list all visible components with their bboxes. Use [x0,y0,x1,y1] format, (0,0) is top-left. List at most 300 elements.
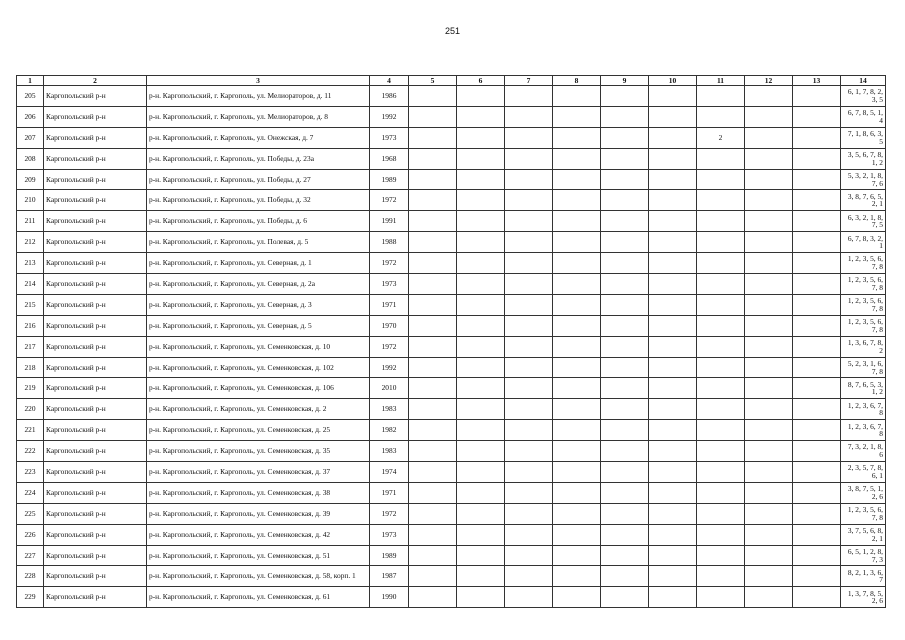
empty-cell [553,169,601,190]
empty-cell [745,566,793,587]
year-cell: 2010 [370,378,409,399]
empty-cell [649,106,697,127]
empty-cell [745,399,793,420]
table-row [17,315,886,336]
column-header: 9 [601,76,649,86]
column-header: 7 [505,76,553,86]
col11-cell [697,294,745,315]
empty-cell [649,211,697,232]
col11-cell [697,420,745,441]
district-cell: Каргопольский р-н [44,232,147,253]
empty-cell [745,106,793,127]
empty-cell [601,378,649,399]
empty-cell [505,336,553,357]
empty-cell [409,86,457,107]
empty-cell [505,274,553,295]
year-cell: 1992 [370,106,409,127]
empty-cell [457,378,505,399]
district-cell: Каргопольский р-н [44,190,147,211]
district-cell: Каргопольский р-н [44,462,147,483]
empty-cell [649,420,697,441]
address-cell: р-н. Каргопольский, г. Каргополь, ул. Северная, д. 3 [147,294,370,315]
empty-cell [601,587,649,608]
codes-cell: 6, 5, 1, 2, 8, 7, 3 [841,545,886,566]
empty-cell [457,232,505,253]
empty-cell [649,169,697,190]
empty-cell [745,441,793,462]
empty-cell [649,294,697,315]
empty-cell [793,274,841,295]
empty-cell [601,148,649,169]
address-cell: р-н. Каргопольский, г. Каргополь, ул. Семенковская, д. 35 [147,441,370,462]
empty-cell [553,566,601,587]
row-number: 210 [17,190,44,211]
empty-cell [505,524,553,545]
col11-cell [697,274,745,295]
row-number: 219 [17,378,44,399]
codes-cell: 6, 1, 7, 8, 2, 3, 5 [841,86,886,107]
col11-cell [697,86,745,107]
empty-cell [505,148,553,169]
empty-cell [505,378,553,399]
table-row [17,148,886,169]
row-number: 217 [17,336,44,357]
year-cell: 1968 [370,148,409,169]
empty-cell [745,482,793,503]
empty-cell [505,169,553,190]
codes-cell: 8, 2, 1, 3, 6, 7 [841,566,886,587]
address-cell: р-н. Каргопольский, г. Каргополь, ул. Семенковская, д. 106 [147,378,370,399]
table-row [17,441,886,462]
address-cell: р-н. Каргопольский, г. Каргополь, ул. Семенковская, д. 61 [147,587,370,608]
table-row [17,86,886,107]
empty-cell [505,190,553,211]
empty-cell [457,545,505,566]
empty-cell [409,211,457,232]
address-cell: р-н. Каргопольский, г. Каргополь, ул. Победы, д. 6 [147,211,370,232]
year-cell: 1991 [370,211,409,232]
year-cell: 1972 [370,190,409,211]
empty-cell [409,315,457,336]
year-cell: 1973 [370,274,409,295]
col11-cell [697,211,745,232]
district-cell: Каргопольский р-н [44,169,147,190]
empty-cell [793,566,841,587]
empty-cell [505,232,553,253]
table-row [17,545,886,566]
empty-cell [409,566,457,587]
empty-cell [649,378,697,399]
empty-cell [601,524,649,545]
housing-registry-table [16,75,886,608]
empty-cell [745,211,793,232]
address-cell: р-н. Каргопольский, г. Каргополь, ул. Семенковская, д. 102 [147,357,370,378]
address-cell: р-н. Каргопольский, г. Каргополь, ул. Семенковская, д. 25 [147,420,370,441]
table-row [17,127,886,148]
table-row [17,190,886,211]
column-header: 6 [457,76,505,86]
address-cell: р-н. Каргопольский, г. Каргополь, ул. Мелиораторов, д. 8 [147,106,370,127]
empty-cell [649,253,697,274]
empty-cell [553,86,601,107]
column-header: 11 [697,76,745,86]
district-cell: Каргопольский р-н [44,587,147,608]
empty-cell [457,315,505,336]
year-cell: 1983 [370,441,409,462]
col11-cell [697,524,745,545]
empty-cell [601,86,649,107]
empty-cell [457,106,505,127]
empty-cell [553,106,601,127]
empty-cell [601,441,649,462]
row-number: 215 [17,294,44,315]
column-header: 8 [553,76,601,86]
row-number: 216 [17,315,44,336]
empty-cell [505,211,553,232]
empty-cell [649,545,697,566]
empty-cell [745,336,793,357]
col11-cell [697,441,745,462]
empty-cell [457,357,505,378]
table-row [17,524,886,545]
district-cell: Каргопольский р-н [44,336,147,357]
empty-cell [601,399,649,420]
empty-cell [745,503,793,524]
district-cell: Каргопольский р-н [44,399,147,420]
empty-cell [553,378,601,399]
empty-cell [553,482,601,503]
empty-cell [409,148,457,169]
empty-cell [505,294,553,315]
address-cell: р-н. Каргопольский, г. Каргополь, ул. Семенковская, д. 51 [147,545,370,566]
empty-cell [649,482,697,503]
empty-cell [409,169,457,190]
codes-cell: 3, 7, 5, 6, 8, 2, 1 [841,524,886,545]
district-cell: Каргопольский р-н [44,566,147,587]
empty-cell [793,399,841,420]
empty-cell [553,503,601,524]
empty-cell [649,399,697,420]
col11-cell [697,566,745,587]
column-header: 13 [793,76,841,86]
empty-cell [409,336,457,357]
empty-cell [457,524,505,545]
empty-cell [457,441,505,462]
district-cell: Каргопольский р-н [44,503,147,524]
empty-cell [793,211,841,232]
address-cell: р-н. Каргопольский, г. Каргополь, ул. Северная, д. 2а [147,274,370,295]
empty-cell [409,253,457,274]
header-row [17,76,886,86]
empty-cell [505,503,553,524]
address-cell: р-н. Каргопольский, г. Каргополь, ул. Семенковская, д. 2 [147,399,370,420]
column-header: 14 [841,76,886,86]
empty-cell [601,420,649,441]
year-cell: 1982 [370,420,409,441]
empty-cell [601,294,649,315]
row-number: 211 [17,211,44,232]
empty-cell [553,524,601,545]
table-row [17,211,886,232]
empty-cell [601,462,649,483]
codes-cell: 1, 2, 3, 5, 6, 7, 8 [841,274,886,295]
empty-cell [553,336,601,357]
empty-cell [649,190,697,211]
col11-cell [697,190,745,211]
empty-cell [793,294,841,315]
table-row [17,294,886,315]
district-cell: Каргопольский р-н [44,211,147,232]
empty-cell [745,86,793,107]
codes-cell: 6, 7, 8, 5, 1, 4 [841,106,886,127]
page-number: 251 [444,26,461,36]
empty-cell [649,503,697,524]
table-row [17,399,886,420]
empty-cell [457,86,505,107]
empty-cell [505,357,553,378]
col11-cell [697,232,745,253]
empty-cell [793,441,841,462]
empty-cell [409,441,457,462]
empty-cell [409,127,457,148]
empty-cell [649,148,697,169]
empty-cell [457,190,505,211]
empty-cell [409,524,457,545]
empty-cell [409,232,457,253]
codes-cell: 5, 2, 3, 1, 6, 7, 8 [841,357,886,378]
empty-cell [409,357,457,378]
district-cell: Каргопольский р-н [44,482,147,503]
empty-cell [649,357,697,378]
district-cell: Каргопольский р-н [44,294,147,315]
district-cell: Каргопольский р-н [44,274,147,295]
codes-cell: 1, 3, 6, 7, 8, 2 [841,336,886,357]
table-row [17,253,886,274]
empty-cell [505,420,553,441]
empty-cell [553,148,601,169]
empty-cell [793,106,841,127]
empty-cell [553,232,601,253]
empty-cell [409,378,457,399]
col11-cell [697,336,745,357]
table-body [17,86,886,608]
empty-cell [601,503,649,524]
empty-cell [457,169,505,190]
table-row [17,378,886,399]
col11-cell: 2 [697,127,745,148]
empty-cell [745,190,793,211]
empty-cell [457,253,505,274]
empty-cell [409,106,457,127]
table-row [17,336,886,357]
empty-cell [601,357,649,378]
year-cell: 1971 [370,482,409,503]
row-number: 212 [17,232,44,253]
table-row [17,566,886,587]
empty-cell [745,169,793,190]
codes-cell: 1, 2, 3, 6, 7, 8 [841,399,886,420]
row-number: 223 [17,462,44,483]
empty-cell [505,399,553,420]
empty-cell [601,315,649,336]
year-cell: 1988 [370,232,409,253]
empty-cell [457,462,505,483]
empty-cell [649,441,697,462]
empty-cell [793,148,841,169]
empty-cell [457,420,505,441]
empty-cell [409,503,457,524]
empty-cell [793,503,841,524]
empty-cell [793,524,841,545]
empty-cell [601,336,649,357]
empty-cell [745,545,793,566]
district-cell: Каргопольский р-н [44,441,147,462]
address-cell: р-н. Каргопольский, г. Каргополь, ул. Онежская, д. 7 [147,127,370,148]
col11-cell [697,503,745,524]
year-cell: 1990 [370,587,409,608]
empty-cell [793,86,841,107]
empty-cell [745,420,793,441]
empty-cell [649,587,697,608]
address-cell: р-н. Каргопольский, г. Каргополь, ул. Семенковская, д. 42 [147,524,370,545]
empty-cell [649,462,697,483]
row-number: 213 [17,253,44,274]
row-number: 226 [17,524,44,545]
year-cell: 1972 [370,336,409,357]
empty-cell [745,253,793,274]
empty-cell [601,566,649,587]
codes-cell: 1, 3, 7, 8, 5, 2, 6 [841,587,886,608]
empty-cell [553,399,601,420]
row-number: 224 [17,482,44,503]
district-cell: Каргопольский р-н [44,148,147,169]
empty-cell [409,420,457,441]
empty-cell [553,127,601,148]
codes-cell: 1, 2, 3, 6, 7, 8 [841,420,886,441]
address-cell: р-н. Каргопольский, г. Каргополь, ул. Семенковская, д. 39 [147,503,370,524]
row-number: 227 [17,545,44,566]
empty-cell [409,399,457,420]
col11-cell [697,378,745,399]
empty-cell [457,336,505,357]
address-cell: р-н. Каргопольский, г. Каргополь, ул. Победы, д. 27 [147,169,370,190]
empty-cell [457,148,505,169]
empty-cell [505,545,553,566]
year-cell: 1986 [370,86,409,107]
empty-cell [649,274,697,295]
district-cell: Каргопольский р-н [44,315,147,336]
empty-cell [601,232,649,253]
empty-cell [601,545,649,566]
address-cell: р-н. Каргопольский, г. Каргополь, ул. Семенковская, д. 37 [147,462,370,483]
year-cell: 1970 [370,315,409,336]
empty-cell [793,127,841,148]
empty-cell [505,462,553,483]
col11-cell [697,399,745,420]
empty-cell [649,232,697,253]
codes-cell: 7, 3, 2, 1, 8, 6 [841,441,886,462]
empty-cell [457,587,505,608]
row-number: 208 [17,148,44,169]
empty-cell [649,524,697,545]
address-cell: р-н. Каргопольский, г. Каргополь, ул. Семенковская, д. 10 [147,336,370,357]
empty-cell [457,127,505,148]
table-row [17,462,886,483]
empty-cell [745,127,793,148]
address-cell: р-н. Каргопольский, г. Каргополь, ул. Победы, д. 32 [147,190,370,211]
codes-cell: 1, 2, 3, 5, 6, 7, 8 [841,315,886,336]
year-cell: 1989 [370,169,409,190]
empty-cell [793,462,841,483]
empty-cell [649,566,697,587]
empty-cell [457,211,505,232]
empty-cell [793,545,841,566]
empty-cell [745,315,793,336]
empty-cell [457,503,505,524]
table-row [17,587,886,608]
row-number: 205 [17,86,44,107]
codes-cell: 3, 5, 6, 7, 8, 1, 2 [841,148,886,169]
table-row [17,482,886,503]
empty-cell [553,545,601,566]
empty-cell [601,190,649,211]
empty-cell [793,420,841,441]
empty-cell [793,336,841,357]
district-cell: Каргопольский р-н [44,357,147,378]
codes-cell: 8, 7, 6, 5, 3, 1, 2 [841,378,886,399]
empty-cell [649,336,697,357]
column-header: 10 [649,76,697,86]
year-cell: 1992 [370,357,409,378]
empty-cell [745,294,793,315]
empty-cell [505,587,553,608]
empty-cell [601,169,649,190]
empty-cell [553,274,601,295]
empty-cell [409,545,457,566]
row-number: 221 [17,420,44,441]
empty-cell [649,86,697,107]
empty-cell [553,211,601,232]
district-cell: Каргопольский р-н [44,253,147,274]
empty-cell [745,524,793,545]
district-cell: Каргопольский р-н [44,378,147,399]
col11-cell [697,253,745,274]
address-cell: р-н. Каргопольский, г. Каргополь, ул. Семенковская, д. 38 [147,482,370,503]
col11-cell [697,169,745,190]
row-number: 229 [17,587,44,608]
codes-cell: 1, 2, 3, 5, 6, 7, 8 [841,294,886,315]
row-number: 209 [17,169,44,190]
empty-cell [553,462,601,483]
row-number: 225 [17,503,44,524]
empty-cell [601,482,649,503]
empty-cell [457,294,505,315]
col11-cell [697,106,745,127]
codes-cell: 6, 7, 8, 3, 2, 1 [841,232,886,253]
empty-cell [793,357,841,378]
empty-cell [505,253,553,274]
table-row [17,274,886,295]
empty-cell [457,274,505,295]
empty-cell [457,566,505,587]
empty-cell [601,274,649,295]
year-cell: 1983 [370,399,409,420]
district-cell: Каргопольский р-н [44,127,147,148]
empty-cell [793,253,841,274]
codes-cell: 3, 8, 7, 6, 5, 2, 1 [841,190,886,211]
codes-cell: 5, 3, 2, 1, 8, 7, 6 [841,169,886,190]
empty-cell [601,211,649,232]
